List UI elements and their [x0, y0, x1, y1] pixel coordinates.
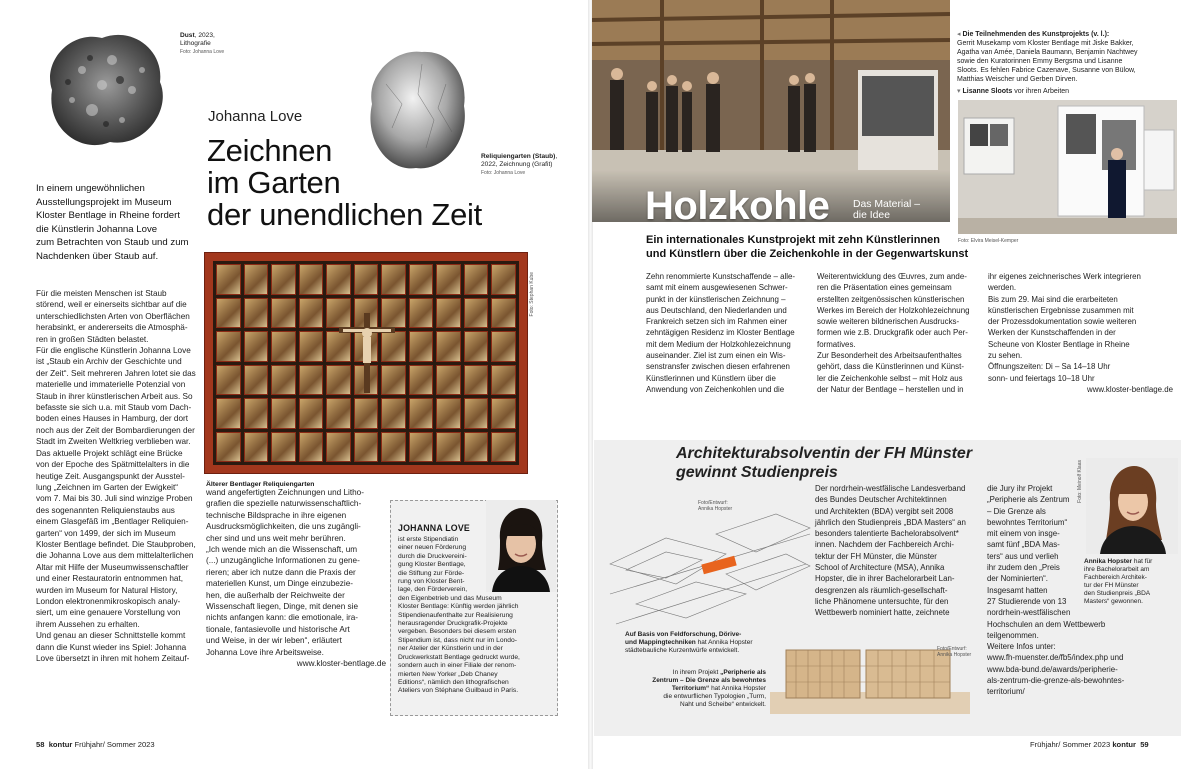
cabinet-compartment: [244, 298, 269, 329]
cabinet-compartment: [491, 331, 516, 362]
bio-line: herausragender Druckgrafik-Projekte: [398, 620, 508, 628]
cabinet-compartment: [216, 331, 241, 362]
body-line: Staub in ihrer künstlerischen Arbeit aus. So: [36, 391, 193, 401]
body-line: ihr eigenes zeichnerisches Werk integrieren: [988, 272, 1141, 281]
page-number-right: 59: [1140, 740, 1149, 749]
body-line: formen wie z.B. Druckgrafik oder auch Per-: [817, 328, 968, 338]
lead-line: In einem ungewöhnlichen: [36, 183, 145, 194]
cabinet-compartment: [491, 432, 516, 463]
bio-line: mierten New Yorker „Deb Chaney: [398, 670, 498, 678]
reliquiengarten-caption-medium: 2022, Zeichnung (Grafit): [481, 161, 553, 168]
cabinet-compartment: [271, 432, 296, 463]
body-line: liche Phänomene untersuchte, für den: [815, 596, 949, 606]
cabinet-compartment: [271, 264, 296, 295]
dust-caption-medium: Lithografie: [180, 40, 211, 47]
model-caption-rest: hat Annika Hopster: [709, 685, 766, 693]
sloots-caption-rest: vor ihren Arbeiten: [1012, 88, 1070, 95]
lead-line: Ausstellungsprojekt im Museum: [36, 196, 172, 208]
body-line: und Weise, in der wir leben“, erläutert: [206, 636, 342, 646]
body-line: ihrem Aussehen zu erhalten.: [36, 619, 140, 629]
body-line: Ausdrucksmöglichkeiten, die uns zugängli-: [206, 522, 361, 532]
holzkohle-column-3: [988, 271, 1173, 395]
body-line: sonn- und feiertags 10–18 Uhr: [988, 373, 1095, 383]
hopster-photo-credit: Foto: Meinolf Klaas: [1077, 460, 1083, 503]
cabinet-compartment: [299, 331, 324, 362]
cabinet-compartment: [244, 331, 269, 362]
body-line: Werkes im Bereich der Holzkohlezeichnung: [817, 305, 970, 315]
body-line: die Jury ihr Projekt: [987, 484, 1053, 493]
cabinet-compartment: [436, 398, 461, 429]
cabinet-compartment: [354, 398, 379, 429]
cabinet-compartment: [326, 264, 351, 295]
credit-line: Annika Hopster: [937, 652, 972, 658]
body-line: lung „Zeichnen im Garten der Ewigkeit“: [36, 482, 178, 492]
body-line: rieren; aber ich nutze dann die Praxis der: [206, 567, 356, 577]
body-line: Für die englische Künstlerin Johanna Love: [36, 346, 191, 356]
bio-box-title: JOHANNA LOVE: [398, 523, 470, 533]
body-line: besonders talentierte Bachelorabsolvent*: [815, 529, 959, 539]
hopster-caption-line: Masters“ gewonnen.: [1084, 598, 1143, 606]
body-line: Scheune von Kloster Bentlage in Rheine: [988, 339, 1130, 349]
body-line: herabsinkt, er andererseits die Atmosphä-: [36, 323, 188, 333]
caption-line: Matthias Weischer und Gerben Dirven.: [957, 76, 1078, 83]
headline-line: im Garten: [207, 165, 341, 200]
cabinet-compartment: [299, 398, 324, 429]
body-line: Wettbewerb nominiert hatte, zeichnete: [815, 608, 950, 618]
cabinet-compartment: [299, 432, 324, 463]
hopster-caption-line: tur der FH Münster: [1084, 582, 1139, 590]
cabinet-compartment: [271, 331, 296, 362]
body-line: zu sehen.: [988, 351, 1023, 361]
body-line: 27 Studierende von 13: [987, 596, 1067, 606]
hopster-caption-line: den Studienpreis „BDA: [1084, 590, 1151, 598]
body-line: Wissenschaft liegen, Dinge, mit denen sie: [206, 602, 359, 612]
bio-line: ner Atelier der Künstlerin und in der: [398, 645, 503, 653]
cabinet-compartment: [354, 432, 379, 463]
body-line: zehntägigen Residenz im Kloster Bentlage: [646, 328, 795, 338]
lead-line: Kloster Bentlage in Rheine fordert: [36, 210, 180, 222]
body-line: Das aktuelle Projekt schlägt eine Brücke: [36, 448, 183, 458]
holzkohle-subtitle: [853, 199, 920, 221]
body-line: vom 7. Mai bis 30. Juli sind winzige Proben: [36, 494, 193, 504]
body-line: ist „Staub ein Archiv der Geschichte und: [36, 357, 182, 367]
body-line: materiellen Kunst, um Dinge einzubezie-: [206, 579, 353, 589]
hopster-caption-line: ihre Bachelorarbeit am: [1084, 566, 1150, 574]
caption-line: Agatha van Amée, Daniela Baumann, Benjamin Nachtwey: [957, 49, 1138, 56]
body-line: Zur Besonderheit des Arbeitsaufenthaltes: [817, 351, 962, 361]
body-line: materielle und immaterielle Potenzial von: [36, 380, 186, 390]
body-line: Frankreich setzen sich im Rahmen einer: [646, 317, 788, 327]
cabinet-compartment: [491, 398, 516, 429]
right-page-footer: [1030, 740, 1149, 749]
body-line: teilgenommen.: [987, 630, 1039, 640]
subtitle-line: die Idee: [853, 210, 890, 221]
body-line: werden.: [988, 283, 1017, 293]
body-line: bewohntes Territorium“: [987, 517, 1068, 527]
cabinet-compartment: [409, 298, 434, 329]
bio-line: die Stiftung zur Förde-: [398, 569, 465, 577]
body-line: der Natur der Bentlage – herstellen und in: [817, 384, 964, 394]
body-line: Künstlerinnen und Künstlern über die: [646, 373, 776, 383]
participants-caption-title: Die Teilnehmenden des Kunstprojekts (v. l.):: [962, 31, 1110, 38]
body-line: mit dem Medium der Holzkohlezeichnung: [646, 339, 791, 349]
reliquiengarten-caption-foto: Foto: Johanna Love: [481, 170, 526, 176]
bio-line: ist erste Stipendiatin: [398, 536, 459, 543]
body-line: ren die Präsentation eines gemeinsam: [817, 283, 952, 293]
cabinet-compartment: [436, 365, 461, 396]
article-author: Johanna Love: [208, 108, 303, 125]
issue-label: Frühjahr/ Sommer 2023: [1030, 740, 1111, 749]
holzkohle-subhead: [646, 233, 968, 262]
headline-line: gewinnt Studienpreis: [676, 464, 838, 481]
body-line: cher sind und uns weit mehr berühren.: [206, 533, 346, 543]
caption-line: Sloots. Es fehlen Fabrice Cazenave, Susanne von Bülow,: [957, 67, 1136, 74]
cabinet-compartment: [491, 365, 516, 396]
kloster-url-link-right[interactable]: www.kloster-bentlage.de: [1087, 384, 1173, 394]
cabinet-compartment: [271, 365, 296, 396]
reliquiengarten-caption-comma: ,: [555, 153, 558, 160]
body-line: die Johanna Love aus dem mittelalterlichen: [36, 551, 194, 561]
cabinet-compartment: [464, 432, 489, 463]
cabinet-compartment: [436, 298, 461, 329]
bio-line: rung von Kloster Bent-: [398, 578, 465, 586]
body-line: ihr zudem den „Preis: [987, 563, 1060, 573]
magazine-brand: kontur: [1112, 740, 1136, 749]
model-caption-bold: Zentrum – Die Grenze als bewohntes: [652, 677, 766, 685]
body-line: grafien die spezielle naturwissenschaftlich-: [206, 499, 362, 509]
body-line: Und genau an dieser Schnittstelle kommt: [36, 631, 186, 641]
holzkohle-title: Holzkohle: [645, 184, 830, 228]
architektur-headline: [676, 444, 972, 482]
sketch-photo-credit: [698, 500, 732, 512]
credit-line: Annika Hopster: [698, 506, 733, 512]
dust-caption-year: , 2023,: [194, 32, 215, 39]
crucifix-icon: [335, 313, 399, 393]
bio-box-text: [398, 536, 552, 696]
holzkohle-column-2: [817, 271, 989, 395]
reliquiengarten-caption: [481, 153, 557, 177]
body-line: Kloster Bentlage befindet. Die Staubproben,: [36, 539, 196, 549]
body-line: unterschiedlichsten Arten von Oberflächen: [36, 311, 190, 321]
cabinet-compartment: [244, 264, 269, 295]
body-line: London elektronenmikroskopisch analy-: [36, 596, 181, 606]
body-line: Weitere Infos unter:: [987, 642, 1056, 652]
body-line: Johanna Love ihre Arbeitsweise.: [206, 647, 324, 657]
body-line: technische Bildsprache in ihre eigenen: [206, 510, 347, 520]
cabinet-compartment: [381, 398, 406, 429]
body-line: Insgesamt hatten: [987, 585, 1048, 595]
body-line: ren in großen Städten belastet.: [36, 334, 149, 344]
body-line: „Ich wende mich an die Wissenschaft, um: [206, 545, 358, 555]
kloster-url-link[interactable]: www.kloster-bentlage.de: [296, 659, 386, 669]
bio-line: gung Kloster Bentlage,: [398, 561, 466, 569]
caption-line: sowie den Kuratorinnen Emmy Bergsma und Lisanne: [957, 58, 1123, 65]
cabinet-compartment: [436, 264, 461, 295]
lead-line: zum Betrachten von Staub und zum: [36, 237, 189, 249]
body-line: Hopster, die in ihrer Bachelorarbeit Lan-: [815, 574, 955, 584]
body-line: senstransfer zwischen diesen erfahrenen: [646, 362, 790, 372]
holzkohle-column-1: [646, 271, 816, 395]
cabinet-compartment: [326, 398, 351, 429]
body-line: hen, die außerhalb der Reichweite der: [206, 590, 345, 600]
body-line: siert, um eine genauere Vorstellung von: [36, 608, 181, 618]
body-line: Für die meisten Menschen ist Staub: [36, 289, 167, 298]
sketch-caption: [625, 631, 775, 655]
cabinet-compartment: [271, 298, 296, 329]
hopster-caption-name: Annika Hopster: [1084, 558, 1133, 565]
cabinet-compartment: [464, 264, 489, 295]
magazine-brand: kontur: [48, 740, 73, 749]
body-line: gehört, dass die Künstlerinnen und Künst-: [817, 362, 964, 372]
body-line: School of Architecture (MSA), Annika: [815, 563, 945, 573]
issue-label: Frühjahr/ Sommer 2023: [74, 740, 155, 749]
cabinet-compartment: [216, 398, 241, 429]
model-photo-credit: [937, 646, 971, 658]
sloots-photo-credit: Foto: Elvira Meisel-Kemper: [958, 238, 1019, 244]
lead-line: die Künstlerin Johanna Love: [36, 223, 158, 235]
dust-caption: [180, 32, 224, 56]
reliquary-cabinet-photo: [204, 252, 528, 474]
cabinet-compartment: [491, 298, 516, 329]
cabinet-compartment: [491, 264, 516, 295]
body-line: von der Epoche des Spätmittelalters in die: [36, 460, 190, 470]
body-line: Stadt im Zweiten Weltkrieg verblieben war.: [36, 437, 191, 447]
body-line: ters“ aus und verlieh: [987, 551, 1059, 561]
body-line: Bis zum 29. Mai sind die erarbeiteten: [988, 294, 1118, 304]
body-line: wurden im Museum for Natural History,: [36, 585, 178, 595]
body-line: der Prozessdokumentation sowie weiteren: [988, 317, 1137, 327]
body-line: tionale, fantasievolle und historische Art: [206, 624, 350, 634]
sketch-caption-line3: städtebauliche Kurzentwürfe entwickelt.: [625, 647, 740, 655]
body-line: „Peripherie als Zentrum: [987, 495, 1070, 505]
body-line: erstellten zeitgenössischen künstlerischen: [817, 294, 965, 304]
cabinet-compartment: [436, 331, 461, 362]
body-line: tektur der FH Münster, die Münster: [815, 551, 937, 561]
body-line: der Zeit“. Seit mehreren Jahren lotet sie das: [36, 368, 196, 378]
hopster-caption-line: Fachbereich Architek-: [1084, 574, 1147, 582]
cabinet-compartment: [326, 432, 351, 463]
caption-arrow-left-icon: ◂: [957, 31, 963, 38]
body-line: Anwendung von Zeichenkohlen und die: [646, 384, 785, 394]
bio-line: sondern auch in einer Filiale der renom-: [398, 662, 517, 670]
cabinet-compartment: [299, 264, 324, 295]
bio-line: Editions“, nämlich den lithografischen: [398, 678, 509, 686]
model-caption-pre: In ihrem Projekt: [672, 669, 721, 676]
subhead-line: Ein internationales Kunstprojekt mit zehn Künstlerinnen: [646, 234, 940, 246]
body-line: auseinander. Ziel ist zum einen ein Wis-: [646, 351, 786, 361]
model-caption-line: Naht und Scheibe“ entwickelt.: [680, 701, 766, 709]
cabinet-compartment: [464, 365, 489, 396]
body-line: – Die Grenze als: [987, 506, 1046, 516]
cabinet-compartment: [216, 432, 241, 463]
article-headline: [207, 135, 482, 231]
cabinet-compartment: [464, 398, 489, 429]
body-line: Weiterentwicklung des Œuvres, zum ande-: [817, 272, 967, 281]
body-line: der Nominierten“.: [987, 574, 1048, 584]
model-caption-bold: Territorium“: [671, 685, 710, 693]
body-line: mit einem von insge-: [987, 529, 1060, 539]
bio-line: vergeben. Besonders bei diesem ersten: [398, 628, 517, 636]
body-line: störend, weil er einerseits sichtbar auf die: [36, 300, 187, 310]
hopster-caption: [1084, 558, 1180, 607]
cabinet-compartment: [436, 432, 461, 463]
cabinet-compartment: [381, 264, 406, 295]
subtitle-line: Das Material –: [853, 199, 920, 210]
hopster-caption-line: hat für: [1132, 558, 1153, 565]
body-line: wand angefertigten Zeichnungen und Litho-: [206, 488, 364, 497]
cabinet-compartment: [244, 365, 269, 396]
bio-line: Druckwerkstatt Bentlage gedruckt wurde,: [398, 653, 520, 661]
cabinet-compartment: [464, 298, 489, 329]
headline-line: Architekturabsolventin der FH Münster: [676, 445, 973, 462]
body-line: innen. Nachdem der Fachbereich Archi-: [815, 540, 955, 550]
cabinet-compartment: [216, 264, 241, 295]
bio-line: Stipendium ist, dass nicht nur im Londo-: [398, 636, 517, 644]
body-line: garten“ von 1499, der sich im Museum: [36, 528, 176, 538]
headline-line: Zeichnen: [207, 133, 333, 168]
left-page-footer: [36, 740, 155, 749]
body-line: einem Glasgefäß im „Bentlager Reliquien-: [36, 517, 189, 527]
model-caption-bold: „Peripherie als: [720, 669, 766, 676]
body-line: des Bundes Deutscher Architektinnen: [815, 495, 947, 505]
credit-line: Foto/Entwurf:: [937, 646, 967, 652]
body-line: heutige Zeit. Ausgangspunkt der Ausstel-: [36, 471, 185, 481]
body-line: Öffnungszeiten: Di – Sa 14–18 Uhr: [988, 362, 1111, 372]
sloots-caption-name: Lisanne Sloots: [962, 88, 1013, 95]
body-line: sowie weiteren bildnerischen Ausdrucks-: [817, 317, 960, 327]
body-line: jährlich den Studienpreis „BDA Masters“ an: [815, 517, 966, 527]
reliquiengarten-caption-title: Reliquiengarten (Staub): [481, 153, 556, 160]
cabinet-caption: Älterer Bentlager Reliquiengarten: [206, 481, 315, 488]
body-line: Hochschulen an dem Wettbewerb: [987, 619, 1106, 629]
credit-line: Foto/Entwurf:: [698, 500, 728, 506]
caption-arrow-down-icon: ▾: [957, 88, 963, 95]
body-line: formatives.: [817, 339, 856, 349]
body-line: dann die Kunst wieder ins Spiel: Johanna: [36, 642, 187, 652]
cabinet-compartment: [299, 298, 324, 329]
dust-caption-foto: Foto: Johanna Love: [180, 49, 225, 55]
fh-muenster-link[interactable]: www.fh-muenster.de/fb5/index.php und: [987, 653, 1124, 663]
cabinet-compartment: [354, 264, 379, 295]
body-line: aus Deutschland, den Niederlanden und: [646, 305, 787, 315]
cabinet-compartment: [216, 298, 241, 329]
subhead-line: und Künstlern über die Zeichenkohle in der Gegenwartskunst: [646, 248, 969, 261]
bio-line: lage, den Förderverein,: [398, 586, 468, 594]
participants-caption: [957, 30, 1167, 96]
body-line: Der nordrhein-westfälische Landesverband: [815, 484, 966, 493]
bio-line: Stipendienaufenthalte zur Realisierung: [398, 611, 513, 619]
lisanne-sloots-photo: [958, 100, 1177, 234]
cabinet-compartment: [409, 398, 434, 429]
sketch-caption-rest: hat Annika Hopster: [695, 639, 753, 647]
body-line: künstlerischen Ergebnisse zusammen mit: [988, 305, 1134, 315]
bio-line: den Eigenbetrieb und das Museum: [398, 594, 502, 602]
body-line: Altar mit Hilfe der Museumwissenschaftler: [36, 562, 189, 572]
article-body-column-2: [206, 487, 386, 670]
bio-line: einer neuen Förderung: [398, 544, 467, 552]
body-line: Zehn renommierte Kunstschaffende – alle-: [646, 272, 795, 281]
sketch-caption-bold: Auf Basis von Feldforschung, Dörive-: [625, 631, 742, 638]
body-line: desgrenzen als räumlich-gesellschaft-: [815, 585, 948, 595]
model-caption: [618, 669, 766, 709]
bio-line: durch die Druckvereini-: [398, 552, 467, 560]
sketch-caption-bold: und Mappingtechniken: [625, 639, 696, 647]
caption-line: Gerrit Musekamp vom Kloster Bentlage mit Jiske Bakker,: [957, 40, 1134, 47]
bda-link[interactable]: www.bda-bund.de/awards/peripherie-: [987, 664, 1118, 674]
model-caption-line: die entwurflichen Typologien „Turm,: [663, 693, 766, 701]
body-line: befasste sie sich u.a. mit Staub vom Dach-: [36, 403, 192, 413]
cabinet-compartment: [299, 365, 324, 396]
body-line: des sogenannten Reliquienstaubs aus: [36, 505, 175, 515]
annika-hopster-portrait: [1086, 458, 1178, 554]
cabinet-compartment: [409, 331, 434, 362]
body-line: und Architekten (BDA) vergibt seit 2008: [815, 506, 954, 516]
lead-line: Nachdenken über Staub auf.: [36, 250, 159, 262]
bda-link[interactable]: als-zentrum-die-grenze-als-bewohntes-: [987, 676, 1125, 686]
bio-line: Ateliers von Stéphane Guilbaud in Paris.: [398, 687, 519, 695]
body-line: boden eines Hauses in Hamburg, der dort: [36, 414, 189, 424]
cabinet-compartment: [464, 331, 489, 362]
body-line: ler die Zeichenkohle selbst – mit Holz aus: [817, 373, 963, 383]
body-line: punkt in der künstlerischen Zeichnung –: [646, 294, 786, 304]
bio-line: Kloster Bentlage: Künftig werden jährlich: [398, 603, 519, 611]
body-line: samt mit einem ausgewiesenen Schwer-: [646, 283, 788, 293]
body-line: nordrhein-westfälischen: [987, 608, 1071, 618]
cabinet-compartment: [409, 432, 434, 463]
cabinet-compartment: [409, 264, 434, 295]
cabinet-compartment: [409, 365, 434, 396]
body-line: Love übersetzt in ihren mit hohem Zeitauf-: [36, 654, 190, 663]
bda-link[interactable]: territorium/: [987, 687, 1025, 697]
page-number-left: 58: [36, 740, 45, 749]
cabinet-compartment: [271, 398, 296, 429]
urban-sketch-drawing: [606, 494, 812, 626]
article-body-column-1: [36, 288, 202, 664]
body-line: nichts anfangen kann: die emotionale, ira-: [206, 613, 359, 623]
body-line: (...) unzugängliche Informationen zu gene-: [206, 556, 360, 566]
body-line: Werken der Kunstschaffenden in der: [988, 328, 1116, 338]
dust-lithograph-image: [32, 20, 172, 158]
body-line: und einer Restauratorin entnommen hat,: [36, 574, 184, 584]
dust-caption-title: Dust: [180, 32, 195, 39]
body-line: samt fünf „BDA Mas-: [987, 540, 1060, 550]
cabinet-compartment: [244, 398, 269, 429]
cabinet-compartment: [244, 432, 269, 463]
architektur-column-1: [815, 483, 987, 619]
cabinet-photo-credit: Foto: Stephan Kube: [529, 272, 535, 317]
cabinet-compartment: [216, 365, 241, 396]
cabinet-compartment: [381, 432, 406, 463]
article-lead: [36, 182, 202, 264]
headline-line: der unendlichen Zeit: [207, 197, 482, 232]
body-line: noch aus der Zeit der Bombardierungen der: [36, 425, 195, 435]
